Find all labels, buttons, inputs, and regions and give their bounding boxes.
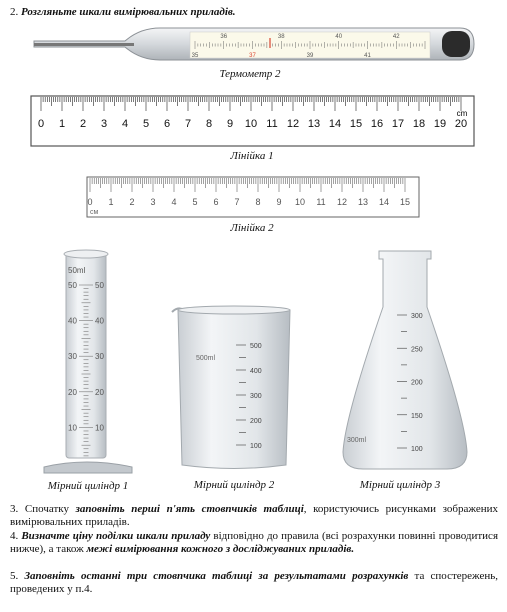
- cylinder-1-label: 50: [95, 281, 104, 290]
- ruler-1-label: 1: [58, 118, 66, 130]
- ruler-1-ticks: [41, 97, 461, 111]
- measuring-cylinder-3: [335, 247, 475, 477]
- cylinder-2-unit: 500ml: [196, 355, 216, 362]
- thermometer-label: 36: [220, 34, 228, 40]
- ruler-1: [30, 95, 475, 147]
- thermometer-bulb: [442, 31, 470, 57]
- thermometer-label: 37: [249, 53, 256, 59]
- ruler-1-label: 8: [205, 118, 213, 130]
- section-heading: [10, 6, 236, 18]
- ruler-1-label: 16: [370, 118, 384, 130]
- ruler-2-label: 2: [129, 197, 135, 207]
- thermometer-label: 42: [392, 34, 400, 40]
- cylinder-2-caption: Мірний циліндр 2: [193, 479, 275, 491]
- ruler-2-label: 13: [357, 197, 369, 207]
- measuring-cylinder-2: [168, 300, 300, 475]
- thermometer-label: 41: [364, 53, 371, 59]
- mercury-column: [34, 43, 134, 46]
- ruler-2-unit: см: [90, 209, 99, 216]
- ruler-1-label: 17: [391, 118, 405, 130]
- ruler-1-label: 11: [266, 118, 278, 130]
- ruler-1-label: 18: [412, 118, 426, 130]
- ruler-1-label: 20: [454, 118, 468, 130]
- instruction-4: 4. Визначте ціну поділки шкали приладу відповідно до правила (всі розрахунки повинні проводитися нижче), а також межі вимірювання кожного з досліджуваних приладів.: [10, 530, 498, 555]
- thermometer-label: 39: [306, 53, 314, 59]
- thermometer-label: 35: [191, 53, 199, 59]
- cylinder-2-label: 500: [250, 343, 262, 350]
- cylinder-1-label: 40: [68, 316, 77, 326]
- cylinder-3-caption: Мірний циліндр 3: [359, 479, 441, 491]
- ruler-2-label: 7: [234, 197, 240, 207]
- ruler-1-label: 0: [37, 118, 45, 130]
- cylinder-1-label: 10: [95, 423, 104, 433]
- ruler-2-label: 8: [255, 197, 261, 207]
- ruler-1-label: 13: [307, 118, 321, 130]
- cylinder-2-label: 400: [250, 368, 262, 375]
- cylinder-2-label: 300: [250, 393, 262, 400]
- cylinder-1-caption: Мірний циліндр 1: [47, 480, 129, 492]
- ruler-1-label: 9: [226, 118, 234, 130]
- ruler-1-label: 14: [328, 118, 342, 130]
- ruler-1-label: 4: [121, 118, 129, 130]
- instruction-5: 5. Заповніть останні три стовпчика таблиці за результатами розрахунків та спостережень, проведених у п.4.: [10, 570, 499, 595]
- ruler-2-label: 6: [213, 197, 219, 207]
- heading-text: Розгляньте шкали вимірювальних приладів.: [21, 6, 236, 18]
- cylinder-3-label: 250: [411, 346, 423, 354]
- ruler-1-label: 12: [286, 118, 300, 130]
- ruler-2-label: 11: [316, 197, 326, 207]
- thermometer-label: 38: [277, 34, 285, 40]
- ruler-1-label: 15: [349, 118, 363, 130]
- ruler-1-label: 5: [142, 118, 150, 130]
- cylinder-1-unit: 50ml: [68, 266, 86, 275]
- cylinder-1-label: 40: [95, 316, 104, 326]
- ruler-2: [86, 176, 420, 218]
- ruler-2-label: 9: [276, 197, 282, 207]
- ruler-1-label: 3: [100, 118, 108, 130]
- ruler-2-label: 15: [399, 197, 411, 207]
- thermometer-caption: Термометр 2: [219, 68, 281, 80]
- instruction-3: 3. Спочатку заповніть перші п'ять стовпчиків таблиці, користуючись рисунками зображених вимірювальних приладів.: [10, 503, 499, 528]
- ruler-2-label: 0: [87, 197, 93, 207]
- ruler-1-unit: cm: [456, 109, 468, 118]
- cylinder-1-label: 30: [68, 352, 77, 362]
- ruler-2-label: 14: [378, 197, 390, 207]
- ruler-2-label: 12: [336, 197, 348, 207]
- cylinder-2-label: 100: [250, 443, 262, 450]
- ruler-1-label: 7: [184, 118, 192, 130]
- cylinder-1-label: 50: [68, 281, 77, 290]
- ruler-2-label: 5: [192, 197, 198, 207]
- ruler-2-label: 4: [171, 197, 177, 207]
- ruler-1-label: 6: [163, 118, 171, 130]
- cylinder-1-label: 20: [68, 387, 77, 397]
- ruler-2-label: 1: [108, 197, 114, 207]
- cylinder-3-label: 200: [411, 379, 423, 387]
- ruler-1-label: 2: [79, 118, 87, 130]
- cylinder-1-label: 20: [95, 387, 104, 397]
- ruler-2-caption: Лінійка 2: [230, 222, 274, 234]
- cylinder-2-label: 200: [250, 418, 262, 425]
- cylinder-3-label: 100: [411, 446, 423, 453]
- ruler-1-caption: Лінійка 1: [230, 150, 274, 162]
- heading-number: 2.: [10, 6, 19, 18]
- ruler-2-label: 10: [294, 197, 306, 207]
- cylinder-1-label: 30: [95, 352, 104, 362]
- cylinder-3-unit: 300ml: [347, 437, 367, 444]
- cylinder-3-label: 150: [411, 412, 423, 420]
- cylinder-1-label: 10: [68, 423, 77, 433]
- thermometer: [30, 24, 480, 66]
- ruler-2-label: 3: [150, 197, 156, 207]
- measuring-cylinder-1: [40, 245, 140, 477]
- cylinder-3-label: 300: [411, 313, 423, 320]
- thermometer-label: 40: [335, 34, 343, 40]
- ruler-1-label: 19: [433, 118, 447, 130]
- ruler-1-label: 10: [244, 118, 258, 130]
